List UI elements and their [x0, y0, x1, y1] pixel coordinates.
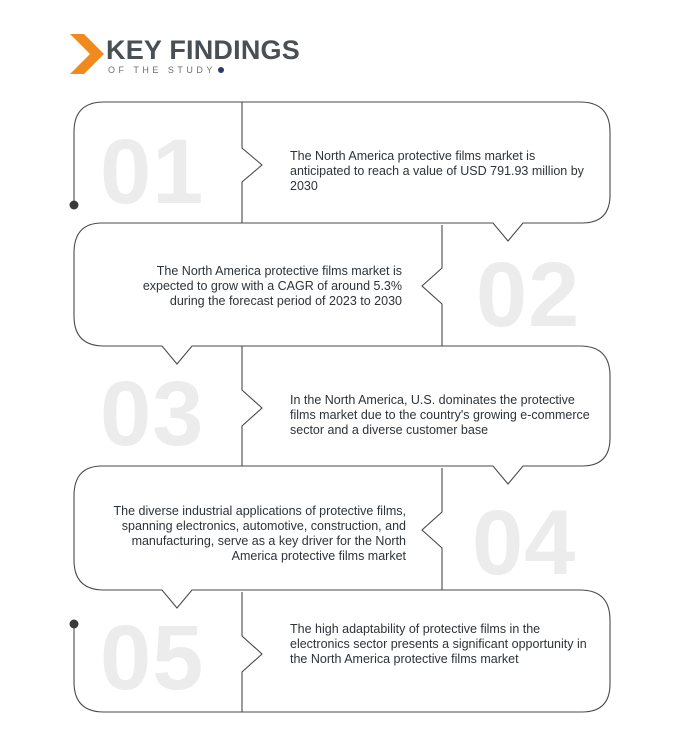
- card-4-divider: [422, 468, 442, 590]
- flow-start-dot: [70, 201, 79, 210]
- page-subtitle: [108, 64, 224, 76]
- flow-end-dot: [70, 620, 79, 629]
- finding-text-4: The diverse industrial applications of protective films, spanning electronics, automotive, construction, and manufacturing, serve as a key driver for the North America protective films market: [113, 504, 406, 563]
- finding-number-4: 04: [472, 492, 577, 594]
- finding-number-1: 01: [100, 121, 205, 223]
- card-5-divider: [242, 592, 262, 712]
- page-title: KEY FINDINGS: [106, 35, 300, 65]
- card-1-divider: [242, 102, 262, 223]
- finding-text-5: The high adaptability of protective films in the electronics sector presents a significant opportunity in the North America protective films market: [290, 622, 587, 666]
- chevron-arrow-icon: [70, 34, 104, 74]
- finding-number-3: 03: [100, 363, 205, 465]
- finding-text-2: The North America protective films market is expected to grow with a CAGR of around 5.3% during the forecast period of 2023 to 2030: [142, 264, 402, 308]
- subtitle-dot-icon: [218, 67, 224, 73]
- finding-text-3: In the North America, U.S. dominates the protective films market due to the country's growing e-commerce sector and a diverse customer base: [290, 393, 590, 437]
- card-3-divider: [242, 346, 262, 466]
- page-subtitle-text: OF THE STUDY: [108, 65, 216, 75]
- header: [70, 34, 330, 78]
- finding-text-1: The North America protective films market is anticipated to reach a value of USD 791.93 million by 2030: [290, 149, 584, 193]
- finding-number-2: 02: [476, 244, 581, 346]
- card-2-divider: [422, 225, 442, 346]
- finding-number-5: 05: [100, 607, 205, 709]
